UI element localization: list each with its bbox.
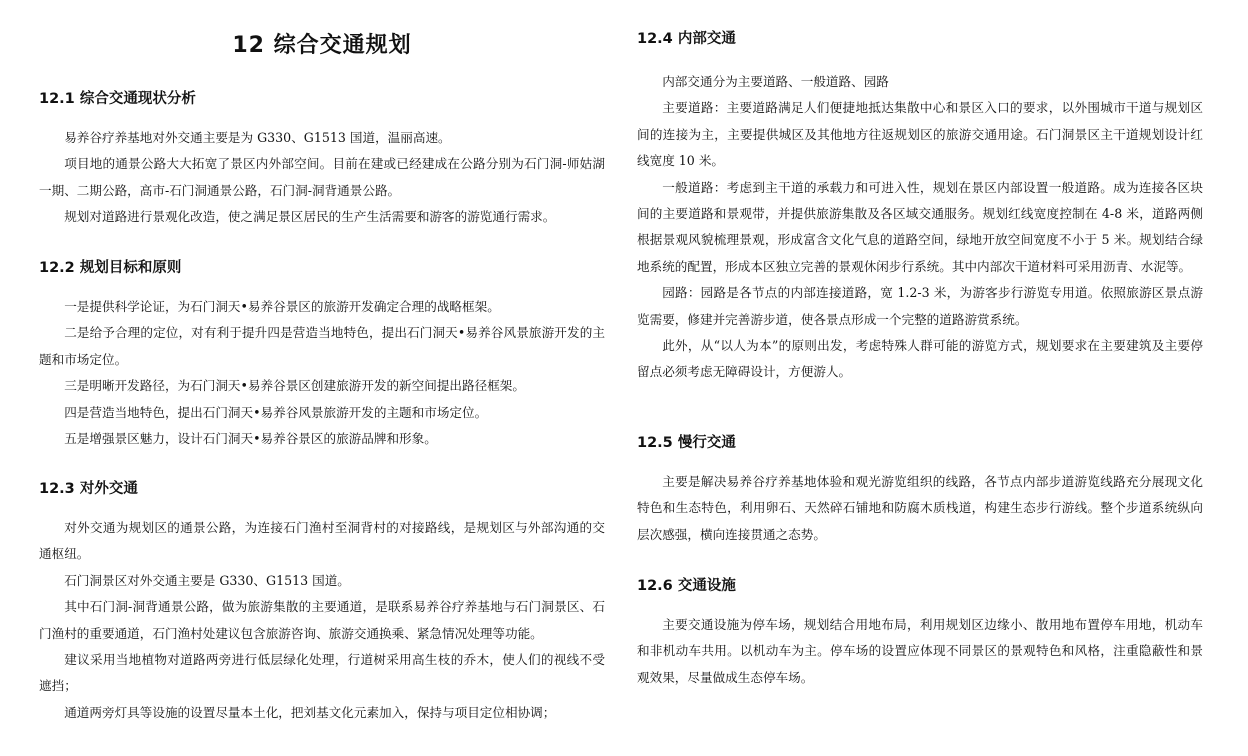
section-heading: 12.2 规划目标和原则 xyxy=(39,260,182,276)
paragraph: 园路：园路是各节点的内部连接道路，宽 1.2-3 米，为游客步行游览专用道。依照旅游区景点游览需要，修建并完善游步道，使各景点形成一个完整的道路游赏系统。 xyxy=(637,285,1203,327)
paragraph: 三是明晰开发路径，为石门洞天•易养谷景区创建旅游开发的新空间提出路径框架。 xyxy=(64,378,525,394)
section-heading: 12.6 交通设施 xyxy=(637,578,736,594)
section-12-3 xyxy=(39,479,605,726)
section-12-4 xyxy=(637,29,1203,386)
paragraph: 四是营造当地特色，提出石门洞天•易养谷风景旅游开发的主题和市场定位。 xyxy=(64,404,488,420)
paragraph: 项目地的通景公路大大拓宽了景区内外部空间。目前在建或已经建成在公路分别为石门洞-师姑湖一期、二期公路，高市-石门洞通景公路，石门洞-洞背通景公路。 xyxy=(39,156,605,198)
section-heading: 12.3 对外交通 xyxy=(39,481,138,497)
paragraph: 易养谷疗养基地对外交通主要是为 G330、G1513 国道，温丽高速。 xyxy=(64,130,451,145)
page-title: 12 综合交通规划 xyxy=(232,33,412,58)
paragraph: 主要交通设施为停车场，规划结合用地布局，利用规划区边缘小、散用地布置停车用地，机动车和非机动车共用。以机动车为主。停车场的设置应体现不同景区的景观特色和风格，注重隐蔽性和景观效果，尽量做成生态停车场。 xyxy=(637,617,1203,685)
paragraph: 建议采用当地植物对道路两旁进行低层绿化处理，行道树采用高生枝的乔木，使人们的视线不受遮挡； xyxy=(39,652,605,694)
paragraph: 规划对道路进行景观化改造，使之满足景区居民的生产生活需要和游客的游览通行需求。 xyxy=(64,209,556,225)
section-12-6 xyxy=(637,576,1203,691)
paragraph: 通道两旁灯具等设施的设置尽量本土化，把刘基文化元素加入，保持与项目定位相协调； xyxy=(64,704,556,720)
section-heading: 12.5 慢行交通 xyxy=(637,435,736,451)
paragraph: 内部交通分为主要道路、一般道路、园路 xyxy=(662,74,889,89)
section-12-1 xyxy=(39,89,605,231)
paragraph: 五是增强景区魅力，设计石门洞天•易养谷景区的旅游品牌和形象。 xyxy=(64,431,437,447)
section-12-2 xyxy=(39,258,605,452)
paragraph: 一般道路：考虑到主干道的承载力和可进入性，规划在景区内部设置一般道路。成为连接各区块间的主要道路和景观带，并提供旅游集散及各区域交通服务。规划红线宽度控制在 4-8 米，道路两侧根据景观风貌梳理景观，形成富含文化气息的道路空间，绿地开放空间宽度不小于 5 米。规划结合绿地系统的配置，形成本区独立完善的景观休闲步行系统。其中内部次干道材料可采用沥青、水泥等。 xyxy=(637,179,1203,274)
paragraph: 此外，从“以人为本”的原则出发，考虑特殊人群可能的游览方式，规划要求在主要建筑及主要停留点必须考虑无障碍设计，方便游人。 xyxy=(637,338,1203,380)
paragraph: 一是提供科学论证，为石门洞天•易养谷景区的旅游开发确定合理的战略框架。 xyxy=(64,299,500,314)
paragraph: 主要道路：主要道路满足人们便捷地抵达集散中心和景区入口的要求，以外围城市干道与规划区间的连接为主，主要提供城区及其他地方往返规划区的旅游交通用途。石门洞景区主干道规划设计红线宽度 10 米。 xyxy=(637,100,1203,169)
paragraph: 二是给予合理的定位，对有利于提升四是营造当地特色，提出石门洞天•易养谷风景旅游开发的主题和市场定位。 xyxy=(39,325,605,367)
paragraph: 对外交通为规划区的通景公路，为连接石门渔村至洞背村的对接路线，是规划区与外部沟通的交通枢纽。 xyxy=(39,520,605,562)
section-12-5 xyxy=(637,433,1203,548)
section-heading: 12.1 综合交通现状分析 xyxy=(39,91,196,107)
paragraph: 其中石门洞-洞背通景公路，做为旅游集散的主要通道，是联系易养谷疗养基地与石门洞景区、石门渔村的重要通道，石门渔村处建议包含旅游咨询、旅游交通换乘、紧急情况处理等功能。 xyxy=(39,599,605,641)
paragraph: 主要是解决易养谷疗养基地体验和观光游览组织的线路，各节点内部步道游览线路充分展现文化特色和生态特色，利用卵石、天然碎石铺地和防腐木质栈道，构建生态步行游线。整个步道系统纵向层次感强，横向连接贯通之态势。 xyxy=(637,474,1203,542)
section-heading: 12.4 内部交通 xyxy=(637,31,736,47)
paragraph: 石门洞景区对外交通主要是 G330、G1513 国道。 xyxy=(64,572,350,588)
